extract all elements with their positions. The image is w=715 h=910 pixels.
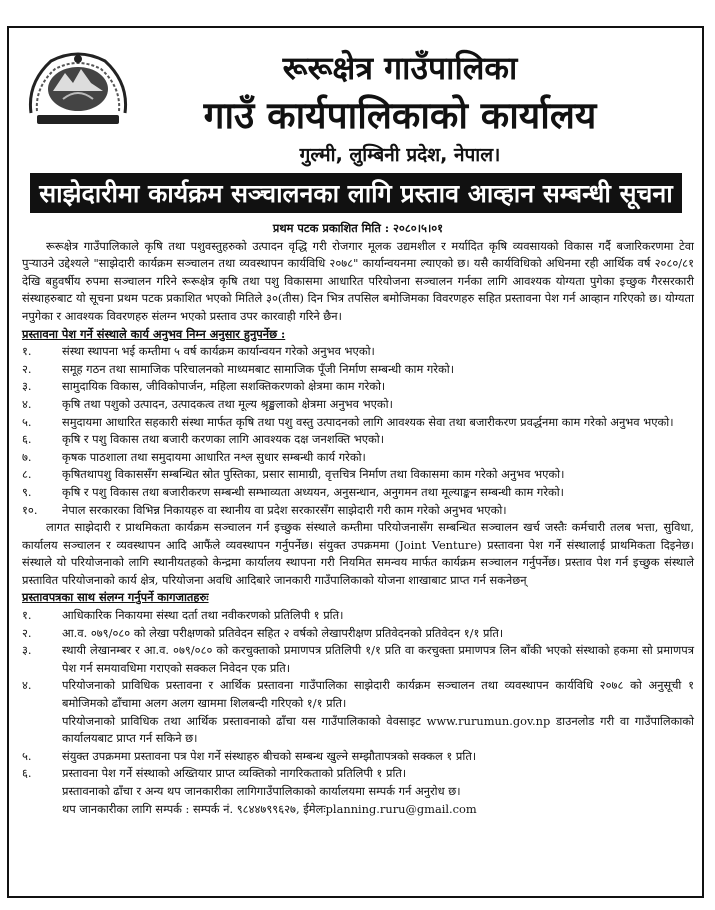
list-item xyxy=(22,449,694,467)
list-item-number: ९. xyxy=(22,484,32,499)
documents-list xyxy=(22,607,694,713)
list-item-number: ७. xyxy=(22,449,32,464)
list-item xyxy=(22,431,694,449)
list-item-number: १. xyxy=(22,608,32,623)
list-item xyxy=(22,361,694,379)
contact-info: थप जानकारीका लागि सम्पर्क : सम्पर्क नं. ९८४४७९९६२७, ईमेलःplanning.ruru@gmail.com xyxy=(62,801,477,816)
documents-list-continued xyxy=(22,748,694,783)
nepal-emblem-icon xyxy=(23,47,133,131)
list-item xyxy=(22,765,694,783)
list-item-text: आ.व. ०७९/०८० को लेखा परीक्षणको प्रतिवेदन सहित २ वर्षको लेखापरीक्षण प्रतिवेदनको प्रतिवेदन १/१ प्रति। xyxy=(62,625,504,640)
list-item xyxy=(22,414,694,432)
list-item xyxy=(22,378,694,396)
list-item-text: नेपाल सरकारका विभिन्न निकायहरु वा स्थानीय वा प्रदेश सरकारसँग साझेदारी गरी काम गरेको अनुभव भएको। xyxy=(62,502,507,517)
list-item xyxy=(22,343,694,361)
list-item-number: १०. xyxy=(22,502,38,517)
list-item xyxy=(22,677,694,712)
municipality-name: रूरूक्षेत्र गाउँपालिका xyxy=(282,49,518,87)
notice-title-banner: साझेदारीमा कार्यक्रम सञ्चालनका लागि प्रस्ताव आव्हान सम्बन्धी सूचना xyxy=(30,173,682,213)
list-item-text: समुदायमा आधारित सहकारी संस्था मार्फत कृषि तथा पशु वस्तु उत्पादनको लागि आवश्यक सेवा तथा बजारीकरण प्रवर्द्धनमा काम गरेको अनुभव भएको। xyxy=(62,414,674,429)
list-item-text: स्थायी लेखानम्बर र आ.व. ०७९/०८० को करचुक्ताको प्रमाणपत्र प्रतिलिपी १/१ प्रति वा करचुक्ता प्रमाणपत्र लिन बाँकी भएको संस्थाको हकमा सो प्रमाणपत्र पेश गर्न समयावधिमा गराएको सक्कल निवेदन एक प्रति। xyxy=(62,643,694,675)
list-item-text: कृषि र पशु विकास तथा बजारीकरण सम्बन्धी सम्भाव्यता अध्ययन, अनुसन्धान, अनुगमन तथा मूल्याङ्कन सम्बन्धी काम गरेको। xyxy=(62,484,564,499)
experience-heading: प्रस्तावना पेश गर्ने संस्थाले कार्य अनुभव निम्न अनुसार हुनुपर्नेछ : xyxy=(22,326,286,341)
list-item xyxy=(22,396,694,414)
list-item-text: प्रस्तावना पेश गर्ने संस्थाको अख्तियार प्राप्त व्यक्तिको नागरिकताको प्रतिलिपी १ प्रति। xyxy=(62,766,407,781)
notice-body xyxy=(22,220,694,818)
list-item-number: ६. xyxy=(22,766,32,781)
list-item-number: ५. xyxy=(22,414,32,429)
format-note: प्रस्तावनाको ढाँचा र अन्य थप जानकारीका लागिगाउँपालिकाको कार्यालयमा सम्पर्क गर्न अनुरोध छ। xyxy=(62,784,461,798)
list-item-number: ८. xyxy=(22,467,32,482)
list-item-text: संयुक्त उपक्रममा प्रस्तावना पत्र पेश गर्ने संस्थाहरु बीचको सम्बन्ध खुल्ने सम्झौतापत्रको सक्कल १ प्रति। xyxy=(62,748,477,763)
list-item-number: ४. xyxy=(22,396,32,411)
list-item-number: ६. xyxy=(22,432,32,447)
list-item xyxy=(22,502,694,520)
cost-sharing-paragraph: लागत साझेदारी र प्राथमिकता कार्यक्रम सञ्चालन गर्न इच्छुक संस्थाले कम्तीमा परियोजनासँग सम्बन्धित सञ्चालन खर्च जस्तैः कर्मचारी तलब भत्ता, सुविधा, कार्यालय सञ्चालन र व्यवस्थापन आदि आफैंले व्यवस्थापन गर्नुपर्नेछ। संयुक्त उपक्रममा (Joint Venture) प्रस्तावना पेश गर्ने संस्थालाई प्राथमिकता दिइनेछ। संस्थाले यो परियोजनाको लागि स्थानीयतहको केन्द्रमा कार्यालय स्थापना गरी नियमित समन्वय मार्फत कार्यक्रम सञ्चालन गर्नुपर्नेछ। प्रस्ताव पेश गर्न इच्छुक संस्थाले प्रस्तावित परियोजनाको कार्य क्षेत्र, परियोजना अवधि आदिबारे जानकारी गाउँपालिकाको योजना शाखाबाट प्राप्त गर्न सकनेछन् xyxy=(22,520,694,587)
list-item xyxy=(22,484,694,502)
list-item xyxy=(22,466,694,484)
list-item-text: कृषक पाठशाला तथा समुदायमा आधारित नश्ल सुधार सम्बन्धी कार्य गरेको। xyxy=(62,449,366,464)
list-item-text: आधिकारिक निकायमा संस्था दर्ता तथा नवीकरणको प्रतिलिपी १ प्रति। xyxy=(62,608,344,623)
list-item-number: ३. xyxy=(22,379,32,394)
list-item-number: २. xyxy=(22,625,32,640)
documents-heading: प्रस्तावपत्रका साथ संलग्न गर्नुपर्ने कागजातहरुः xyxy=(22,590,209,605)
list-item xyxy=(22,642,694,677)
website-note: परियोजनाको प्राविधिक तथा आर्थिक प्रस्तावनाको ढाँचा यस गाउँपालिकाको वेवसाइट www.rurumun.gov.np डाउनलोड गरी वा गाउँपालिकाको कार्यालयबाट प्राप्त गर्न सकिने छ। xyxy=(62,713,694,746)
experience-list xyxy=(22,343,694,519)
list-item-text: कृषि र पशु विकास तथा बजारी करणका लागि आवश्यक दक्ष जनशक्ति भएको। xyxy=(62,432,385,447)
list-item xyxy=(22,607,694,625)
published-date: प्रथम पटक प्रकाशित मिति : २०८०।५।०१ xyxy=(272,221,444,235)
intro-paragraph: रूरूक्षेत्र गाउँपालिकाले कृषि तथा पशुवस्तुहरुको उत्पादन वृद्धि गरी रोजगार मूलक उद्यमशील र मर्यादित कृषि व्यवसायको विकास गर्दै बजारिकरणमा टेवा पुऱ्याउने उद्देश्यले "साझेदारी कार्यक्रम सञ्चालन तथा व्यवस्थापन कार्यविधि २०७८" कार्यान्वयनमा ल्याएको छ। यसै कार्यविधिको अधिनमा रही आर्थिक वर्ष २०८०/८१ देखि बहुवर्षीय रुपमा सञ्चालन गरिने रूरूक्षेत्र कृषि तथा पशु विकासमा आधारित परियोजना सञ्चालन गर्नका लागि आवश्यक योग्यता पुगेका इच्छुक गैरसरकारी संस्थाहरुबाट यो सूचना प्रथम पटक प्रकाशित भएको मितिले ३०(तीस) दिन भित्र तपसिल बमोजिमका विवरणहरु सहित प्रस्तावना पेश गर्न आव्हान गरिएको छ। योग्यता नपुगेका र आवश्यक विवरणहरु संलग्न भएको प्रस्ताव उपर कारवाही गरिने छैन। xyxy=(22,238,694,323)
list-item-number: १. xyxy=(22,344,32,359)
list-item-text: समूह गठन तथा सामाजिक परिचालनको माध्यमबाट सामाजिक पूँजी निर्माण सम्बन्धी काम गरेको। xyxy=(62,361,455,376)
list-item-text: कृषि तथा पशुको उत्पादन, उत्पादकत्व तथा मूल्य श्रृङ्खलाको क्षेत्रमा अनुभव भएको। xyxy=(62,396,393,411)
list-item-number: २. xyxy=(22,361,32,376)
list-item-text: कृषितथापशु विकाससँग सम्बन्धित स्रोत पुस्तिका, प्रसार सामाग्री, वृत्तचित्र निर्माण तथा विकासमा काम गरेको अनुभव भएको। xyxy=(62,467,565,482)
list-item-text: संस्था स्थापना भई कम्तीमा ५ वर्ष कार्यक्रम कार्यान्वयन गरेको अनुभव भएको। xyxy=(62,344,375,359)
office-address: गुल्मी, लुम्बिनी प्रदेश, नेपाल। xyxy=(299,144,501,166)
list-item xyxy=(22,625,694,643)
list-item xyxy=(22,748,694,766)
list-item-text: परियोजनाको प्राविधिक प्रस्तावना र आर्थिक प्रस्तावना गाउँपालिका साझेदारी कार्यक्रम सञ्चालन तथा व्यवस्थापन कार्यविधि २०७८ को अनुसूची १ बमोजिमको ढाँचामा अलग अलग खाममा शिलबन्दी गरिएको १/१ प्रति। xyxy=(62,678,694,711)
list-item-number: ३. xyxy=(22,643,32,658)
list-item-number: ४. xyxy=(22,678,32,693)
office-name: गाउँ कार्यपालिकाको कार्यालय xyxy=(203,94,597,137)
list-item-text: सामुदायिक विकास, जीविकोपार्जन, महिला सशक्तिकरणको क्षेत्रमा काम गरेको। xyxy=(62,379,386,394)
list-item-number: ५. xyxy=(22,748,32,763)
